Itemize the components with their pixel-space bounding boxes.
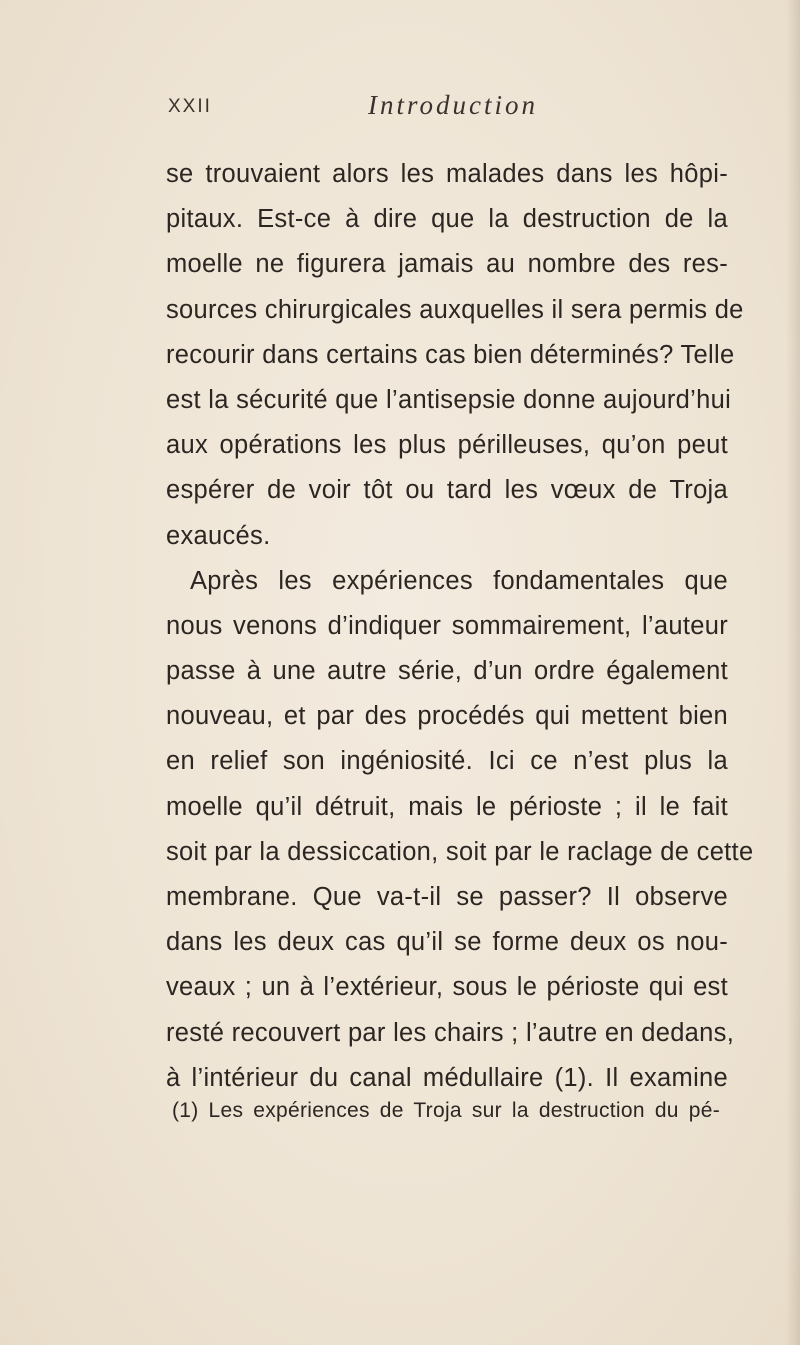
running-title: Introduction (368, 90, 538, 120)
text-line: Après les expériences fondamentales que (190, 566, 728, 595)
text-line: moelle ne figurera jamais au nombre des res- (166, 250, 728, 279)
page-edge-shadow (786, 0, 800, 1345)
body-text (166, 152, 754, 1101)
text-line: sources chirurgicales auxquelles il sera permis de (166, 295, 744, 324)
text-line: nouveau, et par des procédés qui mettent bien (166, 702, 728, 731)
text-line: passe à une autre série, d’un ordre également (166, 657, 728, 686)
text-line: membrane. Que va-t-il se passer? Il observe (166, 883, 728, 911)
text-line: est la sécurité que l’antisepsie donne aujourd’hui (166, 385, 732, 414)
running-head (166, 90, 726, 126)
text-line: moelle qu’il détruit, mais le périoste ; il le fait (166, 792, 728, 821)
page-number: XXII (168, 96, 212, 117)
text-line: recourir dans certains cas bien déterminés? Telle (166, 340, 735, 369)
footnote: (1) Les expériences de Troja sur la destruction du pé- (172, 1099, 720, 1122)
text-line: à l’intérieur du canal médullaire (1). Il examine (166, 1063, 728, 1092)
text-line: nous venons d’indiquer sommairement, l’auteur (166, 611, 728, 640)
text-line: dans les deux cas qu’il se forme deux os nou- (166, 928, 728, 957)
text-line: exaucés. (166, 521, 271, 550)
text-line: veaux ; un à l’extérieur, sous le périoste qui est (166, 973, 728, 1002)
text-line: se trouvaient alors les malades dans les hôpi- (166, 160, 728, 188)
text-line: espérer de voir tôt ou tard les vœux de Troja (166, 476, 728, 505)
text-line: pitaux. Est-ce à dire que la destruction de la (166, 205, 728, 234)
text-line: en relief son ingéniosité. Ici ce n’est plus la (166, 747, 728, 776)
text-line: soit par la dessiccation, soit par le raclage de cette (166, 837, 754, 866)
text-line: aux opérations les plus périlleuses, qu’on peut (166, 431, 728, 460)
text-line: resté recouvert par les chairs ; l’autre en dedans, (166, 1018, 735, 1047)
